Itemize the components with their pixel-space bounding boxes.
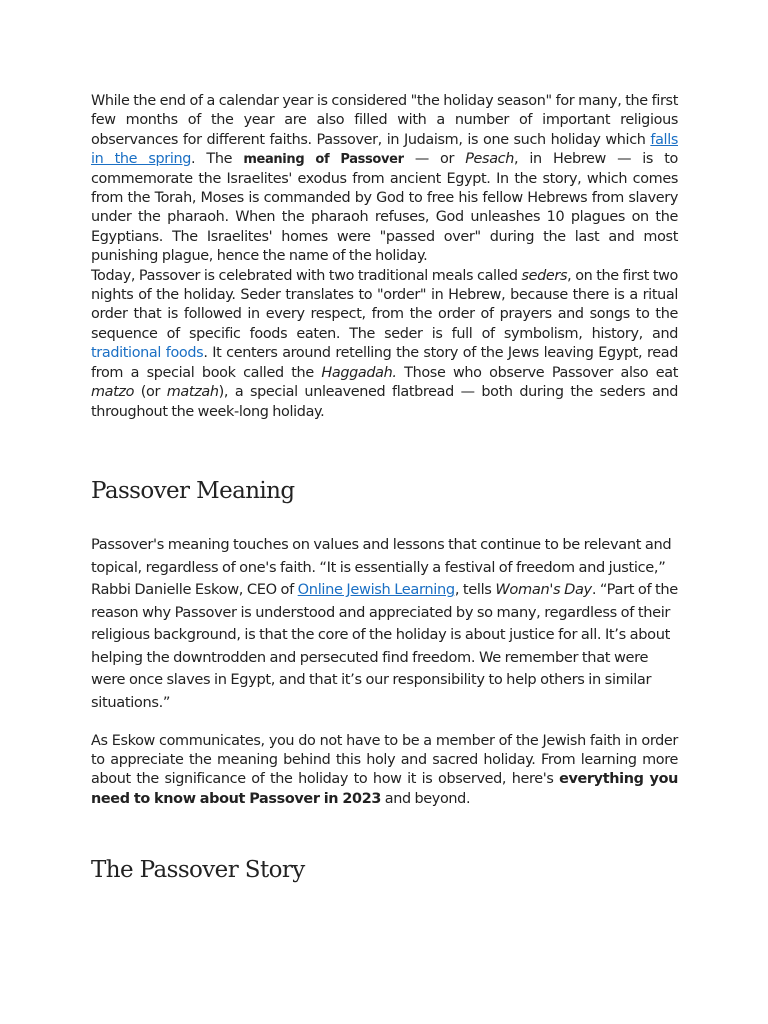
intro-paragraph-1 bbox=[91, 92, 678, 267]
text-run: , tells bbox=[454, 581, 496, 599]
intro-paragraph-2 bbox=[91, 267, 678, 422]
matzo-italic: matzo bbox=[91, 384, 135, 401]
everything-you-need-bold: everything you need to know about Passover in 2023 bbox=[91, 771, 679, 807]
traditional-foods-link[interactable]: traditional foods bbox=[91, 345, 204, 362]
matzah-italic: matzah bbox=[166, 384, 219, 401]
haggadah-italic: Haggadah. bbox=[321, 364, 397, 381]
text-run: . “Part of the reason why Passover is understood and appreciated by so many, regardless of their religious background, is that the core of the holiday is about justice for all. It’s about helping the downtrodden and persecuted find freedom. We remember that were were once slaves in Egypt, and that it’s our responsibility to help others in similar situations.” bbox=[91, 581, 678, 712]
seders-italic: seders bbox=[521, 267, 568, 284]
text-run: and beyond. bbox=[381, 790, 471, 807]
text-run: — or bbox=[403, 151, 466, 168]
text-run: , on the first two nights of the holiday. Seder translates to "order" in Hebrew, because there is a ritual order that is followed in every respect, from the order of prayers and songs to the sequence of specific foods eaten. The seder is full of symbolism, history, and bbox=[91, 267, 679, 342]
meaning-paragraph bbox=[91, 534, 678, 715]
text-run: As Eskow communicates, you do not have to be a member of the Jewish faith in order to appreciate the meaning behind this holy and sacred holiday. From learning more about the significance of the holiday to how it is observed, here's bbox=[91, 732, 678, 788]
meaning-of-passover-bold: meaning of Passover bbox=[243, 152, 404, 168]
womans-day-italic: Woman's Day bbox=[495, 581, 592, 599]
text-run: . The bbox=[191, 151, 244, 168]
text-run: Today, Passover is celebrated with two traditional meals called bbox=[91, 267, 522, 284]
text-run: , in Hebrew — is to commemorate the Israelites' exodus from ancient Egypt. In the story, which comes from the Torah, Moses is commanded by God to free his fellow Hebrews from slavery under the pharaoh. When the pharaoh refuses, God unleashes 10 plagues on the Egyptians. The Israelites' homes were "passed over" during the last and most punishing plague, hence the name of the holiday. bbox=[91, 151, 678, 265]
falls-in-the-spring-link[interactable]: falls in the spring bbox=[91, 131, 678, 168]
online-jewish-learning-link[interactable]: Online Jewish Learning bbox=[297, 581, 455, 599]
text-run: While the end of a calendar year is considered "the holiday season" for many, the first few months of the year are also filled with a number of important religious observances for different faiths. Passover, in Judaism, is one such holiday which bbox=[91, 93, 678, 148]
text-run: (or bbox=[134, 384, 167, 401]
passover-meaning-heading: Passover Meaning bbox=[91, 477, 295, 504]
text-run: Those who observe Passover also eat bbox=[396, 364, 678, 381]
text-run: Passover's meaning touches on values and lessons that continue to be relevant and topical, regardless of one's faith. “It is essentially a festival of freedom and justice,” Rabbi Danielle Eskow, CEO of bbox=[91, 535, 672, 599]
passover-story-heading: The Passover Story bbox=[91, 857, 305, 884]
text-run: . It centers around retelling the story of the Jews leaving Egypt, read from a special book called the bbox=[91, 345, 678, 381]
article bbox=[91, 92, 678, 883]
pesach-italic: Pesach bbox=[465, 151, 514, 168]
text-run: ), a special unleavened flatbread — both during the seders and throughout the week-long holiday. bbox=[91, 384, 678, 420]
eskow-paragraph bbox=[91, 732, 678, 810]
